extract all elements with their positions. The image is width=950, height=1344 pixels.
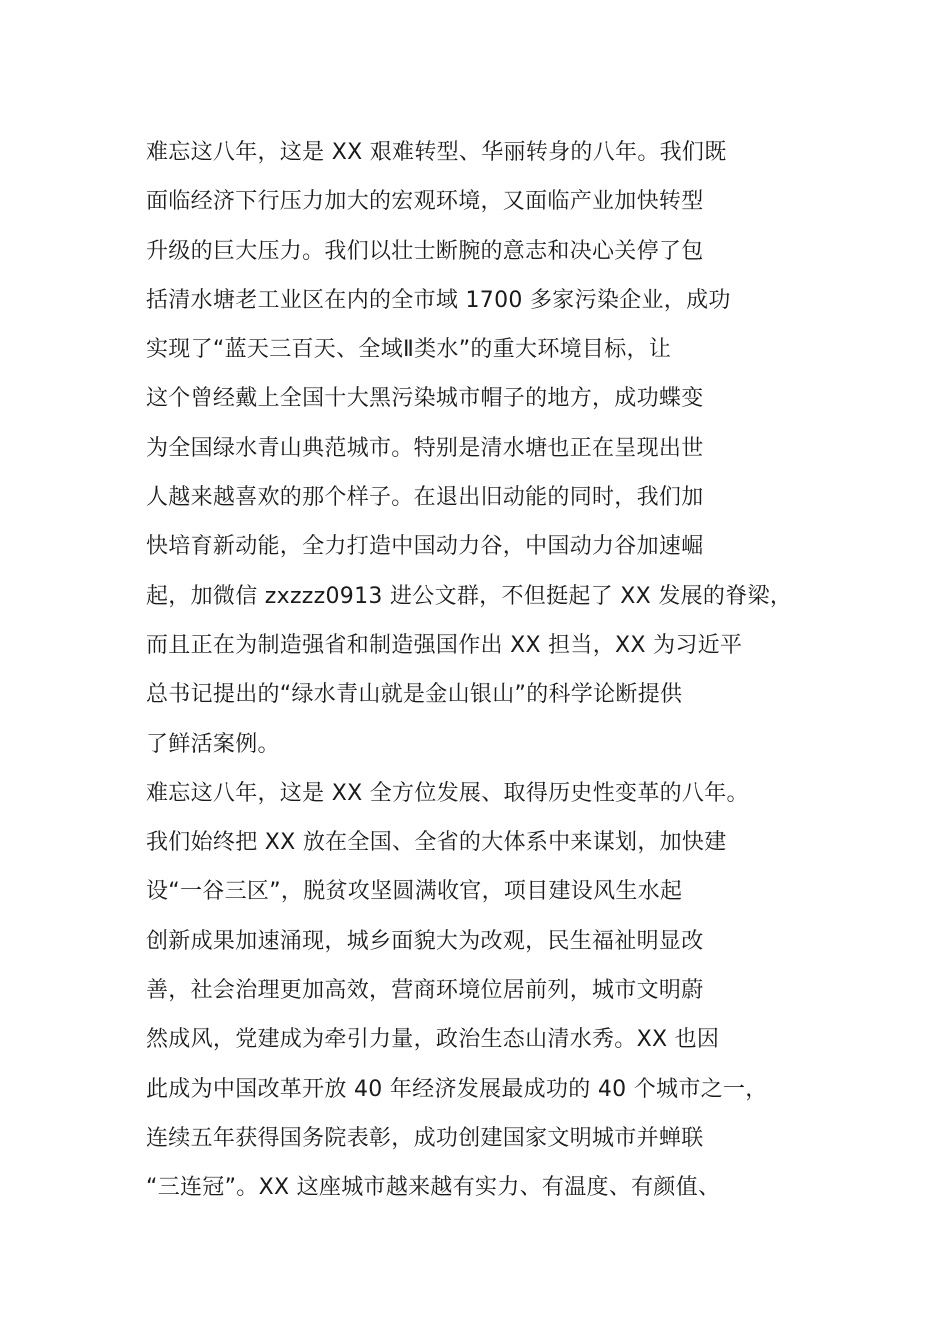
text-line: 我们始终把 XX 放在全国、全省的大体系中来谋划，加快建	[146, 830, 727, 856]
text-line: 实现了“蓝天三百天、全域Ⅱ类水”的重大环境目标，让	[146, 337, 672, 363]
text-line: “三连冠”。XX 这座城市越来越有实力、有温度、有颜值、	[146, 1175, 721, 1201]
text-line: 人越来越喜欢的那个样子。在退出旧动能的同时，我们加	[146, 485, 704, 511]
text-line: 连续五年获得国务院表彰，成功创建国家文明城市并蝉联	[146, 1125, 704, 1151]
text-line: 了鲜活案例。	[146, 731, 280, 757]
text-line: 这个曾经戴上全国十大黑污染城市帽子的地方，成功蝶变	[146, 386, 704, 412]
text-line: 而且正在为制造强省和制造强国作出 XX 担当，XX 为习近平	[146, 632, 743, 658]
text-line: 创新成果加速涌现，城乡面貌大为改观，民生福祉明显改	[146, 928, 704, 954]
paragraph-2	[146, 769, 846, 1213]
text-line: 此成为中国改革开放 40 年经济发展最成功的 40 个城市之一，	[146, 1076, 768, 1102]
text-line: 总书记提出的“绿水青山就是金山银山”的科学论断提供	[146, 682, 683, 708]
text-line: 面临经济下行压力加大的宏观环境，又面临产业加快转型	[146, 189, 704, 215]
paragraph-1	[146, 128, 846, 769]
text-line: 善，社会治理更加高效，营商环境位居前列，城市文明蔚	[146, 978, 704, 1004]
text-line: 为全国绿水青山典范城市。特别是清水塘也正在呈现出世	[146, 435, 704, 461]
text-line: 然成风，党建成为牵引力量，政治生态山清水秀。XX 也因	[146, 1027, 720, 1053]
text-line: 难忘这八年，这是 XX 全方位发展、取得历史性变革的八年。	[146, 780, 749, 806]
text-line: 起，加微信 zxzzz0913 进公文群，不但挺起了 XX 发展的脊梁，	[146, 583, 793, 609]
text-line: 难忘这八年，这是 XX 艰难转型、华丽转身的八年。我们既	[146, 140, 727, 165]
text-line: 设“一谷三区”，脱贫攻坚圆满收官，项目建设风生水起	[146, 879, 683, 905]
text-line: 括清水塘老工业区在内的全市域 1700 多家污染企业，成功	[146, 287, 731, 313]
text-line: 升级的巨大压力。我们以壮士断腕的意志和决心关停了包	[146, 238, 704, 264]
text-line: 快培育新动能，全力打造中国动力谷，中国动力谷加速崛	[146, 534, 704, 560]
document-body	[146, 128, 846, 1213]
